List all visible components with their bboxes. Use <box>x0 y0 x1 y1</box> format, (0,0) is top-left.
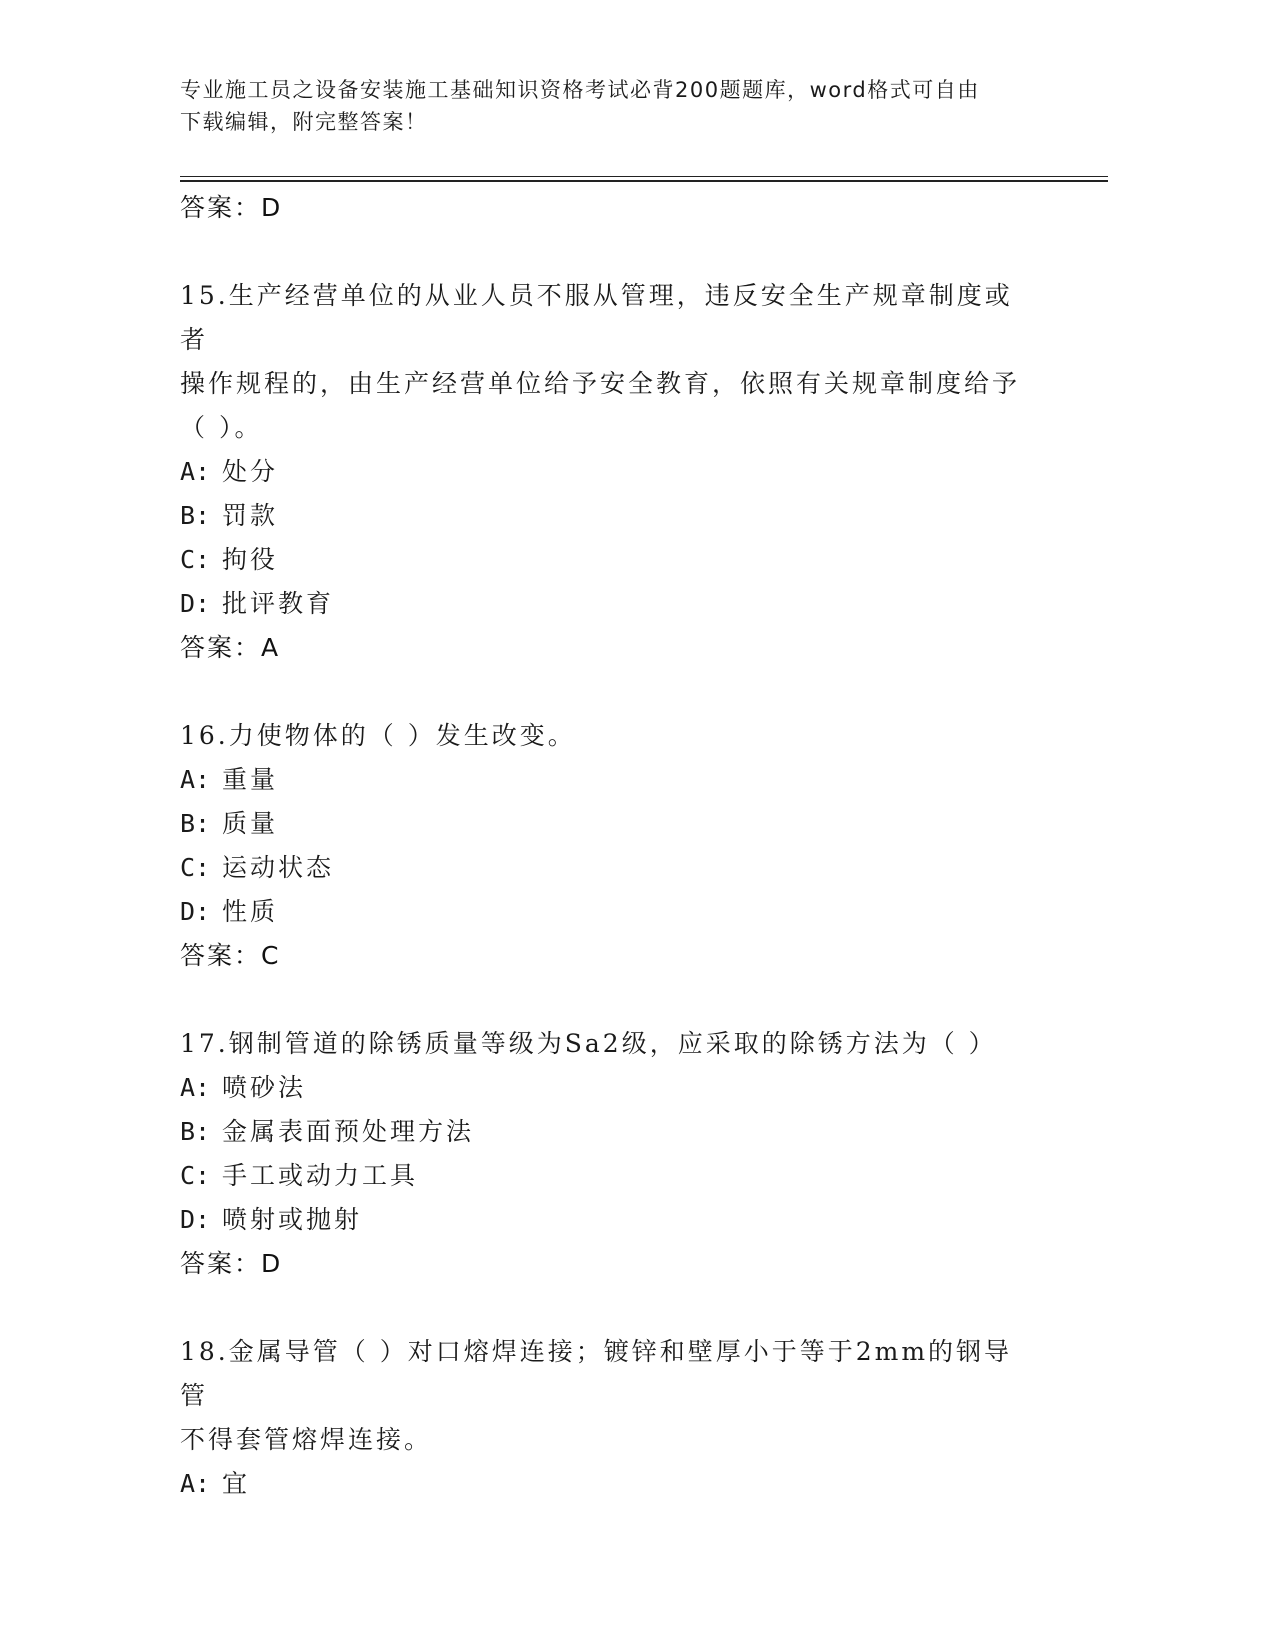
header-line-1: 专业施工员之设备安装施工基础知识资格考试必背200题题库，word格式可自由 <box>180 78 980 102</box>
option-text: 质量 <box>222 809 279 838</box>
option-a <box>180 450 1040 494</box>
question-stem-line: 17.钢制管道的除锈质量等级为Sa2级，应采取的除锈方法为（ ） <box>180 1029 997 1058</box>
option-b <box>180 802 1040 846</box>
question-stem-line: 15.生产经营单位的从业人员不服从管理，违反安全生产规章制度或者 <box>180 281 1013 354</box>
option-letter: D: <box>180 589 211 618</box>
header-divider-thin <box>180 176 1108 177</box>
option-text: 性质 <box>222 897 279 926</box>
option-b <box>180 494 1040 538</box>
option-c <box>180 846 1040 890</box>
option-c <box>180 1154 1040 1198</box>
option-text: 喷砂法 <box>222 1073 307 1102</box>
answer-label: 答案：C <box>180 941 281 970</box>
spacer <box>180 670 1040 714</box>
option-a <box>180 758 1040 802</box>
question-17 <box>180 1022 1040 1286</box>
question-stem-line: 操作规程的，由生产经营单位给予安全教育，依照有关规章制度给予 <box>180 369 1021 398</box>
option-letter: C: <box>180 853 211 882</box>
question-18 <box>180 1330 1040 1506</box>
option-letter: A: <box>180 1073 211 1102</box>
option-text: 重量 <box>222 765 279 794</box>
header-divider-thick <box>180 180 1108 182</box>
question-15 <box>180 274 1040 670</box>
option-letter: A: <box>180 765 211 794</box>
option-letter: A: <box>180 457 211 486</box>
option-c <box>180 538 1040 582</box>
answer-previous: 答案：D <box>180 193 283 222</box>
option-letter: B: <box>180 809 211 838</box>
option-text: 处分 <box>222 457 279 486</box>
option-d <box>180 890 1040 934</box>
document-body <box>180 186 1040 1506</box>
option-text: 金属表面预处理方法 <box>222 1117 475 1146</box>
option-text: 拘役 <box>222 545 279 574</box>
spacer <box>180 978 1040 1022</box>
option-d <box>180 1198 1040 1242</box>
question-stem-line: （ ）。 <box>180 413 263 442</box>
option-a <box>180 1066 1040 1110</box>
question-stem-line: 不得套管熔焊连接。 <box>180 1425 433 1454</box>
document-header <box>180 74 1060 138</box>
question-stem-line: 16.力使物体的（ ）发生改变。 <box>180 721 576 750</box>
option-letter: A: <box>180 1469 211 1498</box>
option-text: 罚款 <box>222 501 279 530</box>
spacer <box>180 230 1040 274</box>
option-a <box>180 1462 1040 1506</box>
option-text: 批评教育 <box>222 589 335 618</box>
header-line-2: 下载编辑，附完整答案！ <box>180 110 428 134</box>
question-stem-line: 18.金属导管（ ）对口熔焊连接；镀锌和壁厚小于等于2mm的钢导管 <box>180 1337 1013 1410</box>
option-letter: B: <box>180 1117 211 1146</box>
question-16 <box>180 714 1040 978</box>
answer-label: 答案：D <box>180 1249 283 1278</box>
spacer <box>180 1286 1040 1330</box>
option-d <box>180 582 1040 626</box>
option-b <box>180 1110 1040 1154</box>
option-text: 手工或动力工具 <box>222 1161 419 1190</box>
answer-label: 答案：A <box>180 633 281 662</box>
option-letter: B: <box>180 501 211 530</box>
option-letter: D: <box>180 897 211 926</box>
option-text: 运动状态 <box>222 853 335 882</box>
option-text: 喷射或抛射 <box>222 1205 363 1234</box>
option-letter: C: <box>180 545 211 574</box>
option-letter: D: <box>180 1205 211 1234</box>
option-text: 宜 <box>222 1469 251 1498</box>
option-letter: C: <box>180 1161 211 1190</box>
